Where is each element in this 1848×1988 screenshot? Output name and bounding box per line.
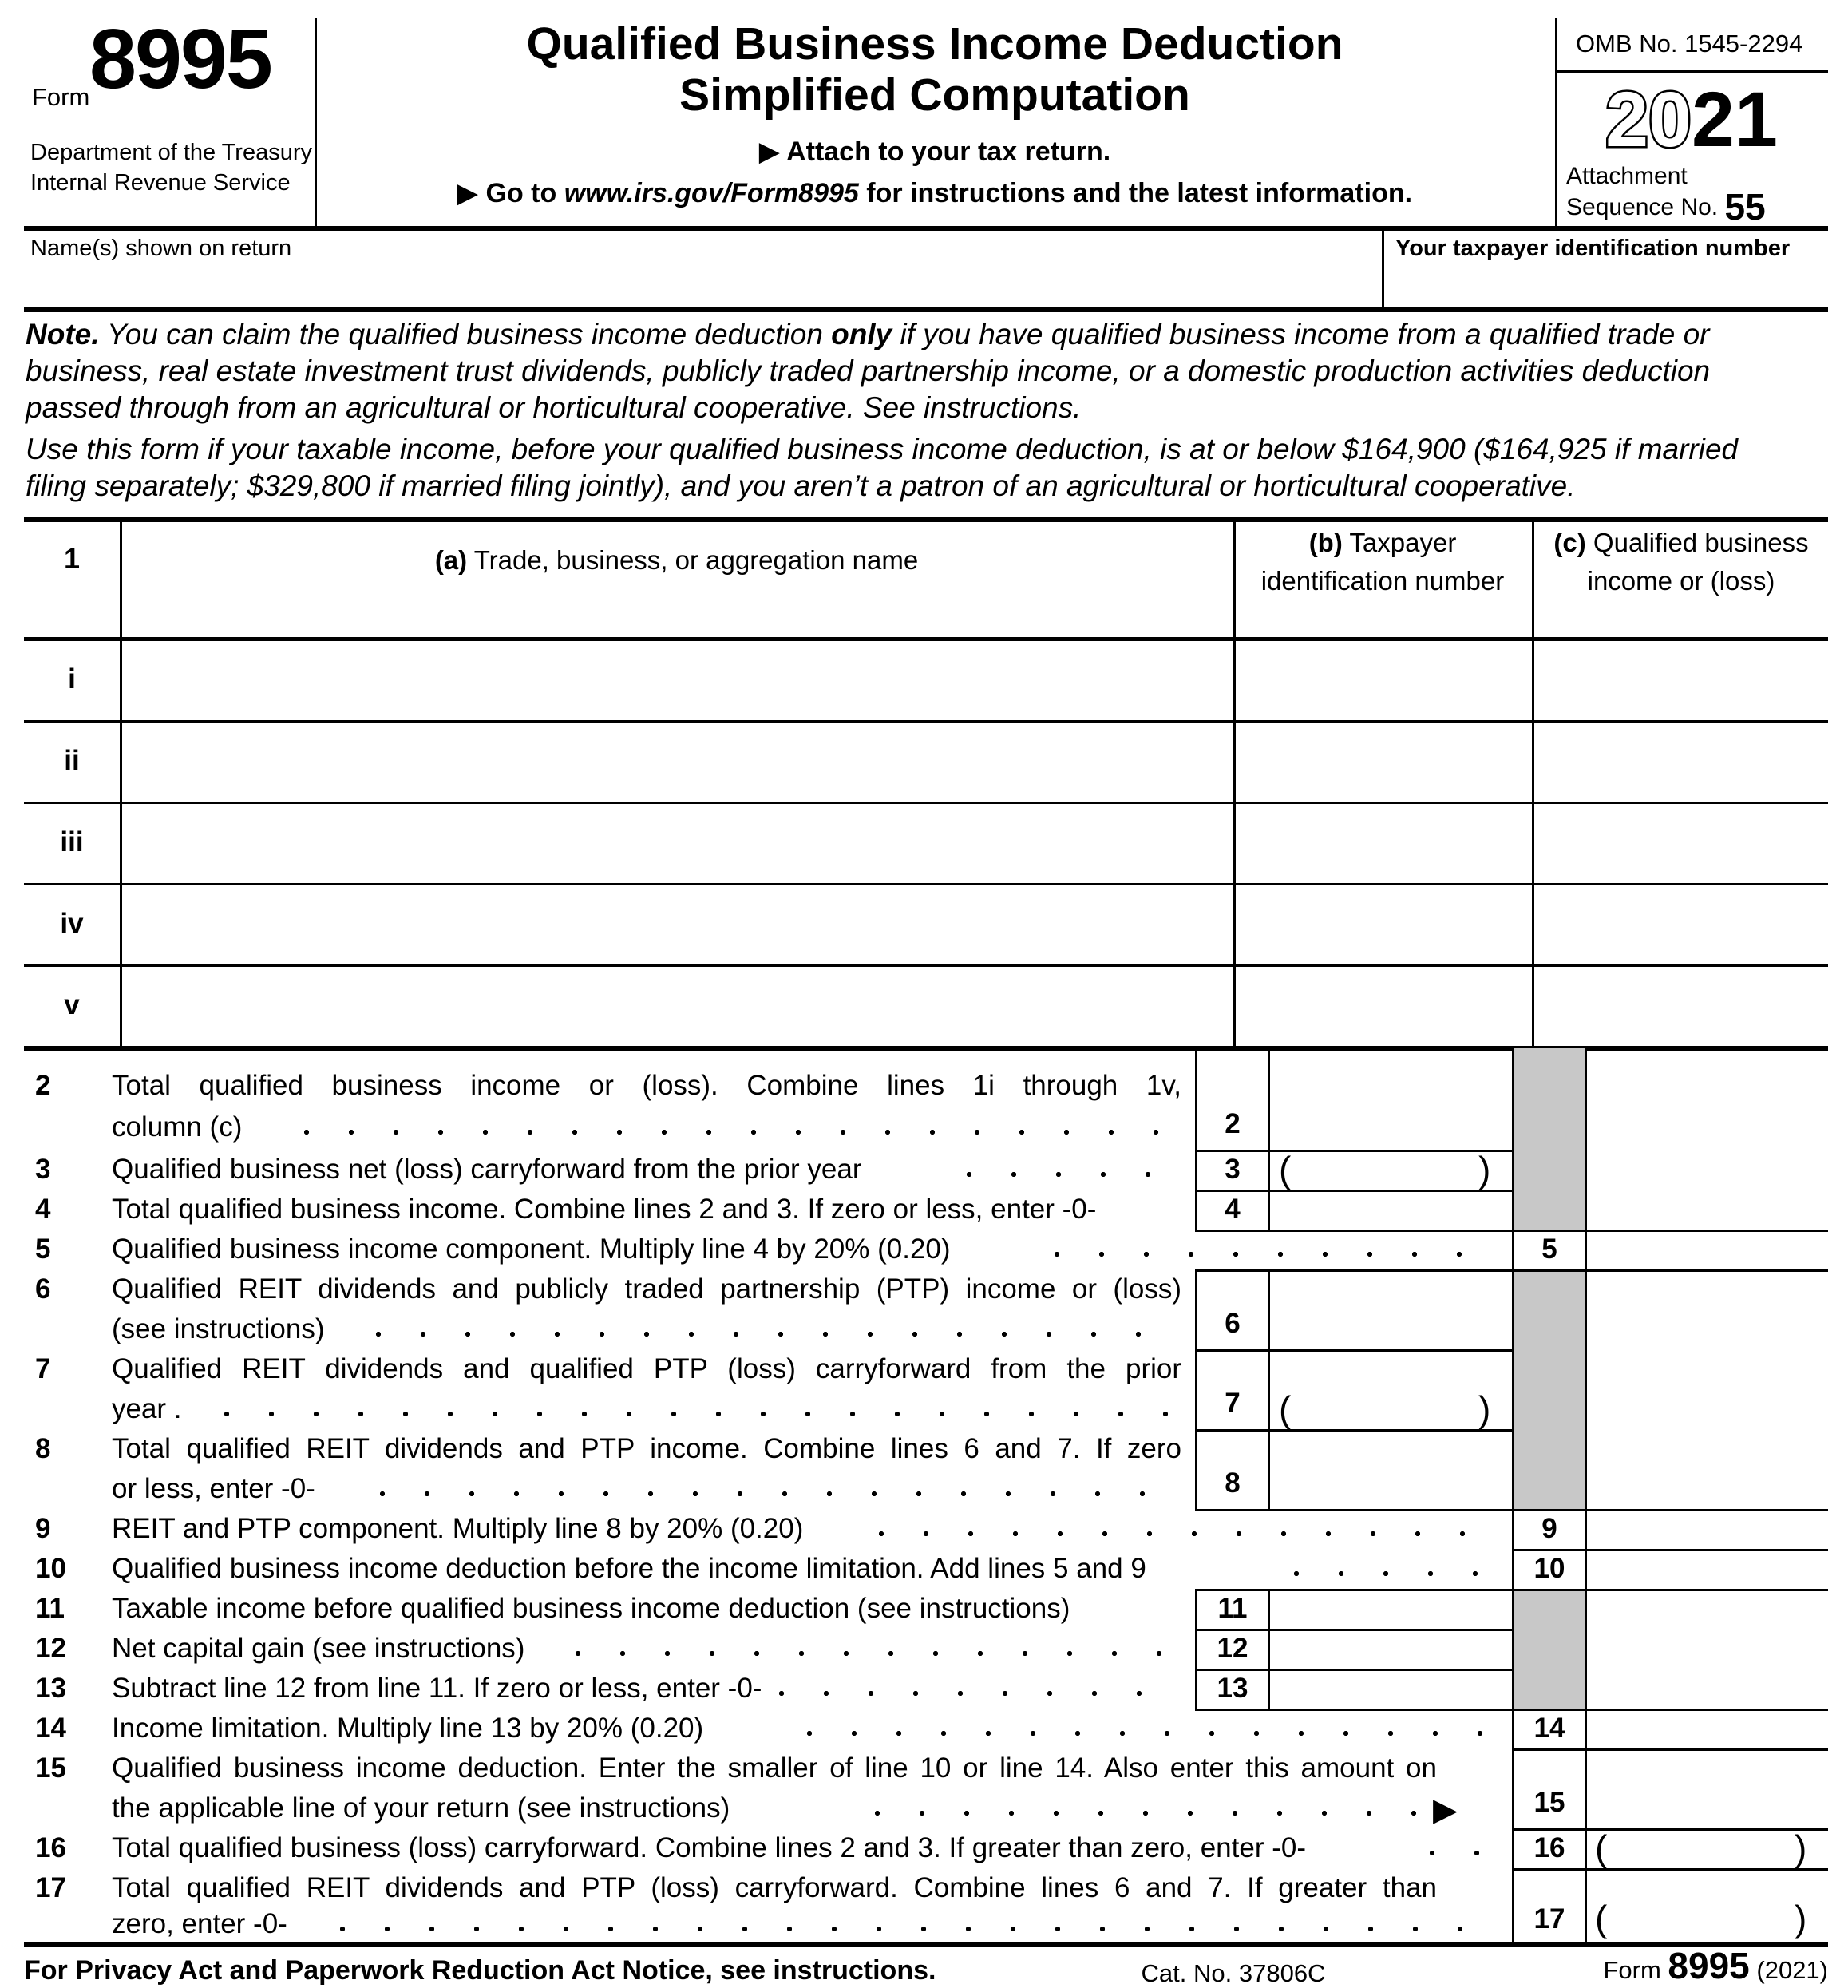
shaded-area (1514, 1272, 1585, 1509)
privacy-act-notice: For Privacy Act and Paperwork Reduction Act Notice, see instructions. (24, 1955, 936, 1986)
line-5-text: Qualified business income component. Multiply line 4 by 20% (0.20) (112, 1234, 951, 1265)
rule (1555, 70, 1828, 73)
line-6-box-number: 6 (1225, 1308, 1241, 1339)
line-2-text: Total qualified business income or (loss). Combine lines 1i through 1v, (112, 1070, 1181, 1101)
line-5-number: 5 (35, 1234, 51, 1265)
line-14-number: 14 (35, 1713, 66, 1744)
row-iv-name-field[interactable] (122, 885, 1231, 962)
shaded-area (1514, 1048, 1585, 1230)
footer-form-id: Form 8995 (2021) (1603, 1945, 1828, 1986)
line-12-amount-field[interactable] (1270, 1631, 1512, 1666)
arrow-icon: ▶ (758, 137, 780, 167)
arrow-icon: ▶ (457, 178, 479, 208)
tin-label: Your taxpayer identification number (1395, 236, 1791, 261)
note-line-5: filing separately; $329,800 if married filing jointly), and you aren’t a patron of an agricultural or horticultural cooperative. (26, 469, 1576, 502)
dotted-leader (806, 1730, 1501, 1737)
line-17-amount-field[interactable] (1620, 1871, 1792, 1938)
line-6-text: Qualified REIT dividends and publicly traded partnership (PTP) income or (loss) (112, 1273, 1181, 1305)
dotted-leader (379, 1491, 1181, 1497)
open-paren: ( (1595, 1828, 1608, 1869)
dotted-leader (778, 1690, 1181, 1697)
line-3-text: Qualified business net (loss) carryforward from the prior year (112, 1154, 862, 1185)
line-15-number: 15 (35, 1752, 66, 1784)
row-iv-tin-field[interactable] (1236, 885, 1529, 962)
line-4-amount-field[interactable] (1270, 1192, 1512, 1227)
line-6-text2: (see instructions) (112, 1313, 325, 1344)
tax-year-outline: 20 (1605, 76, 1692, 163)
line-9-box-number: 9 (1541, 1513, 1557, 1544)
line-5-amount-field[interactable] (1587, 1232, 1828, 1267)
rule (24, 517, 1828, 522)
line-10-box-number: 10 (1533, 1553, 1565, 1584)
line-7-text: Qualified REIT dividends and qualified PTP (loss) carryforward from the prior (112, 1353, 1181, 1384)
line-2-amount-field[interactable] (1270, 1048, 1512, 1147)
line-14-text: Income limitation. Multiply line 13 by 20% (0.20) (112, 1713, 704, 1744)
line-9-number: 9 (35, 1513, 51, 1544)
attachment-label: Attachment (1566, 163, 1688, 189)
line-12-box-number: 12 (1217, 1633, 1248, 1664)
dotted-leader (1054, 1251, 1501, 1257)
line-4-number: 4 (35, 1194, 51, 1225)
line-8-amount-field[interactable] (1270, 1432, 1512, 1507)
note-line-1: Note. You can claim the qualified business income deduction only if you have qualified business income from a qualified trade or (26, 318, 1710, 350)
footer-form-number: 8995 (1668, 1945, 1750, 1986)
line-16-box-number: 16 (1533, 1832, 1565, 1863)
line-17-text2: zero, enter -0- (112, 1908, 287, 1939)
open-paren: ( (1595, 1898, 1608, 1939)
line-11-number: 11 (35, 1593, 65, 1624)
line-16-amount-field[interactable] (1620, 1831, 1792, 1866)
row-label-ii: ii (64, 745, 80, 776)
agency-label: Internal Revenue Service (30, 170, 291, 196)
tax-year: 2021 (1605, 76, 1778, 163)
line-6-amount-field[interactable] (1270, 1272, 1512, 1347)
dotted-leader (224, 1411, 1181, 1417)
close-paren: ) (1478, 1388, 1491, 1430)
open-paren: ( (1279, 1149, 1292, 1190)
line-7-box-number: 7 (1225, 1388, 1241, 1419)
row-v-income-field[interactable] (1534, 967, 1828, 1044)
line-8-number: 8 (35, 1433, 51, 1464)
catalog-number: Cat. No. 37806C (1141, 1959, 1326, 1987)
table-row-number: 1 (63, 542, 81, 575)
close-paren: ) (1478, 1149, 1491, 1190)
row-label-iii: iii (60, 826, 84, 857)
line-9-amount-field[interactable] (1587, 1511, 1828, 1546)
omb-number: OMB No. 1545-2294 (1576, 30, 1803, 57)
dotted-leader (303, 1129, 1181, 1135)
tin-field[interactable] (1389, 263, 1824, 303)
row-label-v: v (64, 989, 80, 1020)
line-3-box-number: 3 (1225, 1154, 1241, 1185)
line-2-number: 2 (35, 1070, 51, 1101)
open-paren: ( (1279, 1388, 1292, 1430)
note-line-2: business, real estate investment trust dividends, publicly traded partnership income, or a domestic production activities deduction (26, 354, 1711, 387)
line-7-number: 7 (35, 1353, 51, 1384)
row-label-iv: iv (60, 908, 84, 939)
rule (1382, 231, 1384, 307)
line-15-box-number: 15 (1533, 1787, 1565, 1818)
note-line-3: passed through from an agricultural or horticultural cooperative. See instructions. (26, 391, 1082, 424)
line-13-box-number: 13 (1217, 1673, 1248, 1704)
attach-instruction: ▶ Attach to your tax return. (758, 137, 1111, 167)
line-6-number: 6 (35, 1273, 51, 1305)
dotted-leader (966, 1171, 1181, 1178)
goto-instruction: ▶ Go to www.irs.gov/Form8995 for instructions and the latest information. (457, 178, 1413, 208)
line-10-text: Qualified business income deduction before the income limitation. Add lines 5 and 9 (112, 1553, 1146, 1584)
line-7-text2: year . (112, 1393, 182, 1424)
row-v-tin-field[interactable] (1236, 967, 1529, 1044)
shaded-area (1514, 1591, 1585, 1709)
line-13-text: Subtract line 12 from line 11. If zero or less, enter -0- (112, 1673, 762, 1704)
rule (24, 226, 1828, 231)
row-ii-income-field[interactable] (1534, 723, 1828, 799)
col-c-header-line1: (c) Qualified business (1553, 528, 1809, 557)
form-title-line1: Qualified Business Income Deduction (526, 18, 1343, 69)
line-8-text: Total qualified REIT dividends and PTP income. Combine lines 6 and 7. If zero (112, 1433, 1181, 1464)
line-15-amount-field[interactable] (1587, 1751, 1828, 1826)
line-3-amount-field[interactable] (1301, 1152, 1477, 1187)
col-b-header-line1: (b) Taxpayer (1308, 528, 1457, 557)
form-word-label: Form (32, 83, 90, 111)
line-5-box-number: 5 (1541, 1234, 1557, 1265)
line-11-amount-field[interactable] (1270, 1591, 1512, 1626)
line-16-number: 16 (35, 1832, 66, 1863)
irs-url: www.irs.gov/Form8995 (564, 178, 859, 208)
line-12-text: Net capital gain (see instructions) (112, 1633, 525, 1664)
row-iii-income-field[interactable] (1534, 804, 1828, 881)
close-paren: ) (1795, 1898, 1807, 1939)
form-number: 8995 (89, 12, 271, 106)
sequence-number: 55 (1724, 186, 1766, 228)
line-17-number: 17 (35, 1872, 66, 1903)
line-15-text2: the applicable line of your return (see instructions) (112, 1792, 730, 1824)
dotted-leader (1293, 1570, 1501, 1577)
line-4-text: Total qualified business income. Combine lines 2 and 3. If zero or less, enter -0- (112, 1194, 1097, 1225)
dotted-leader (878, 1531, 1501, 1537)
line-9-text: REIT and PTP component. Multiply line 8 by 20% (0.20) (112, 1513, 804, 1544)
line-12-number: 12 (35, 1633, 66, 1664)
line-14-amount-field[interactable] (1587, 1711, 1828, 1746)
rule (24, 307, 1828, 312)
dotted-leader (1429, 1850, 1501, 1856)
line-2-box-number: 2 (1225, 1108, 1241, 1139)
row-iii-name-field[interactable] (122, 804, 1231, 881)
line-2-text2: column (c) (112, 1111, 243, 1143)
note-line-4: Use this form if your taxable income, before your qualified business income deduction, is at or below $164,900 ($164,925 if married (26, 433, 1739, 465)
line-13-amount-field[interactable] (1270, 1671, 1512, 1706)
line-8-text2: or less, enter -0- (112, 1473, 315, 1504)
line-16-text: Total qualified business (loss) carryforward. Combine lines 2 and 3. If greater than zero, enter -0- (112, 1832, 1306, 1863)
row-i-tin-field[interactable] (1236, 641, 1529, 718)
line-4-box-number: 4 (1225, 1194, 1241, 1225)
note-label: Note. (26, 318, 100, 350)
line-10-number: 10 (35, 1553, 66, 1584)
col-a-header: (a) Trade, business, or aggregation name (434, 545, 919, 575)
line-8-box-number: 8 (1225, 1467, 1241, 1499)
line-7-amount-field[interactable] (1301, 1352, 1477, 1427)
line-3-number: 3 (35, 1154, 51, 1185)
row-v-name-field[interactable] (122, 967, 1231, 1044)
line-13-number: 13 (35, 1673, 66, 1704)
arrow-icon: ▶ (1433, 1792, 1458, 1828)
col-b-header-line2: identification number (1260, 566, 1505, 596)
form-title-line2: Simplified Computation (679, 69, 1190, 121)
line-17-text: Total qualified REIT dividends and PTP (loss) carryforward. Combine lines 6 and 7. If greater than (112, 1872, 1437, 1903)
close-paren: ) (1795, 1828, 1807, 1869)
col-c-header-line2: income or (loss) (1587, 566, 1775, 596)
name-field[interactable] (32, 263, 1365, 303)
sequence-label: Sequence No. 55 (1566, 186, 1766, 228)
row-ii-tin-field[interactable] (1236, 723, 1529, 799)
line-17-box-number: 17 (1533, 1903, 1565, 1935)
name-label: Name(s) shown on return (30, 236, 292, 261)
line-14-box-number: 14 (1533, 1713, 1565, 1744)
row-iii-tin-field[interactable] (1236, 804, 1529, 881)
line-10-amount-field[interactable] (1587, 1551, 1828, 1586)
dotted-leader (874, 1810, 1421, 1816)
line-15-text: Qualified business income deduction. Enter the smaller of line 10 or line 14. Also enter this amount on (112, 1752, 1437, 1784)
department-label: Department of the Treasury (30, 140, 312, 165)
row-i-income-field[interactable] (1534, 641, 1828, 718)
row-i-name-field[interactable] (122, 641, 1231, 718)
row-label-i: i (68, 663, 76, 695)
line-11-box-number: 11 (1217, 1593, 1248, 1624)
row-ii-name-field[interactable] (122, 723, 1231, 799)
dotted-leader (339, 1926, 1501, 1932)
row-iv-income-field[interactable] (1534, 885, 1828, 962)
dotted-leader (375, 1331, 1181, 1337)
line-11-text: Taxable income before qualified business income deduction (see instructions) (112, 1593, 1070, 1624)
dotted-leader (575, 1650, 1181, 1657)
